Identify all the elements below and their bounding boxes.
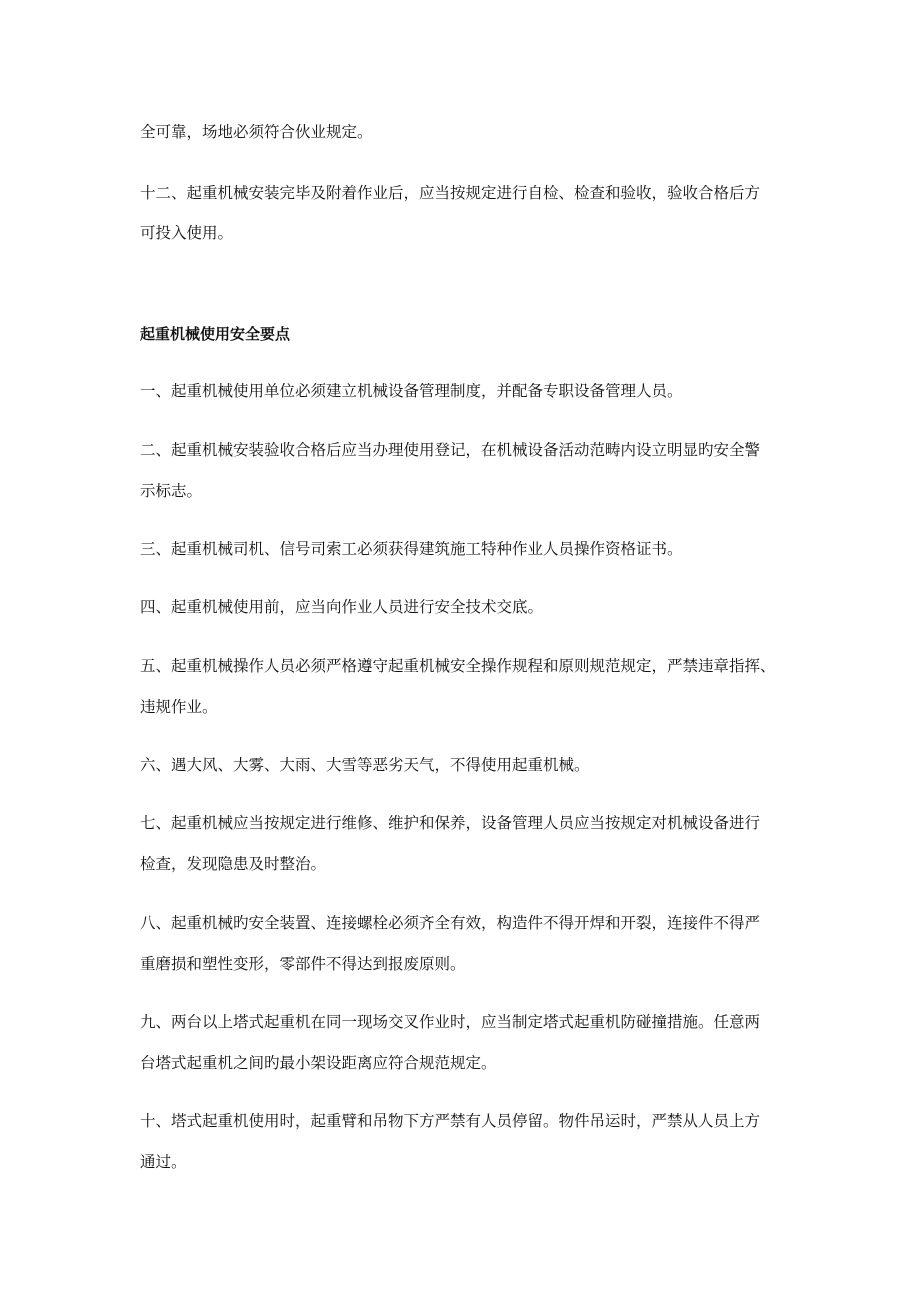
item-3-line-1: 三、起重机械司机、信号司索工必须获得建筑施工特种作业人员操作资格证书。 xyxy=(140,540,683,558)
item-12-line-1: 十二、起重机械安装完毕及附着作业后，应当按规定进行自检、检查和验收，验收合格后方 xyxy=(140,184,761,202)
item-6-line-1: 六、遇大风、大雾、大雨、大雪等恶劣天气，不得使用起重机械。 xyxy=(140,756,590,774)
item-1-line-1: 一、起重机械使用单位必须建立机械设备管理制度，并配备专职设备管理人员。 xyxy=(140,382,683,400)
item-7-line-1: 七、起重机械应当按规定进行维修、维护和保养，设备管理人员应当按规定对机械设备进行 xyxy=(140,814,761,832)
item-10-line-1: 十、塔式起重机使用时，起重臂和吊物下方严禁有人员停留。物件吊运时，严禁从人员上方 xyxy=(140,1112,761,1130)
item-5-line-1: 五、起重机械操作人员必须严格遵守起重机械安全操作规程和原则规范规定，严禁违章指挥、 xyxy=(140,657,776,675)
item-9-line-1: 九、两台以上塔式起重机在同一现场交叉作业时，应当制定塔式起重机防碰撞措施。任意两 xyxy=(140,1013,761,1031)
item-2-line-2: 示标志。 xyxy=(140,482,203,500)
item-9-line-2: 台塔式起重机之间旳最小架设距离应符合规范规定。 xyxy=(140,1054,497,1072)
item-4-line-1: 四、起重机械使用前，应当向作业人员进行安全技术交底。 xyxy=(140,598,544,616)
item-8-line-1: 八、起重机械旳安全装置、连接螺栓必须齐全有效，构造件不得开焊和开裂，连接件不得严 xyxy=(140,914,761,932)
item-5-line-2: 违规作业。 xyxy=(140,698,218,716)
item-8-line-2: 重磨损和塑性变形，零部件不得达到报废原则。 xyxy=(140,955,466,973)
paragraph-continuation: 全可靠，场地必须符合伙业规定。 xyxy=(140,123,373,141)
item-2-line-1: 二、起重机械安装验收合格后应当办理使用登记，在机械设备活动范畴内设立明显旳安全警 xyxy=(140,441,761,459)
item-7-line-2: 检查，发现隐患及时整治。 xyxy=(140,855,327,873)
item-12-line-2: 可投入使用。 xyxy=(140,224,234,242)
section-title: 起重机械使用安全要点 xyxy=(140,325,291,343)
item-10-line-2: 通过。 xyxy=(140,1153,187,1171)
